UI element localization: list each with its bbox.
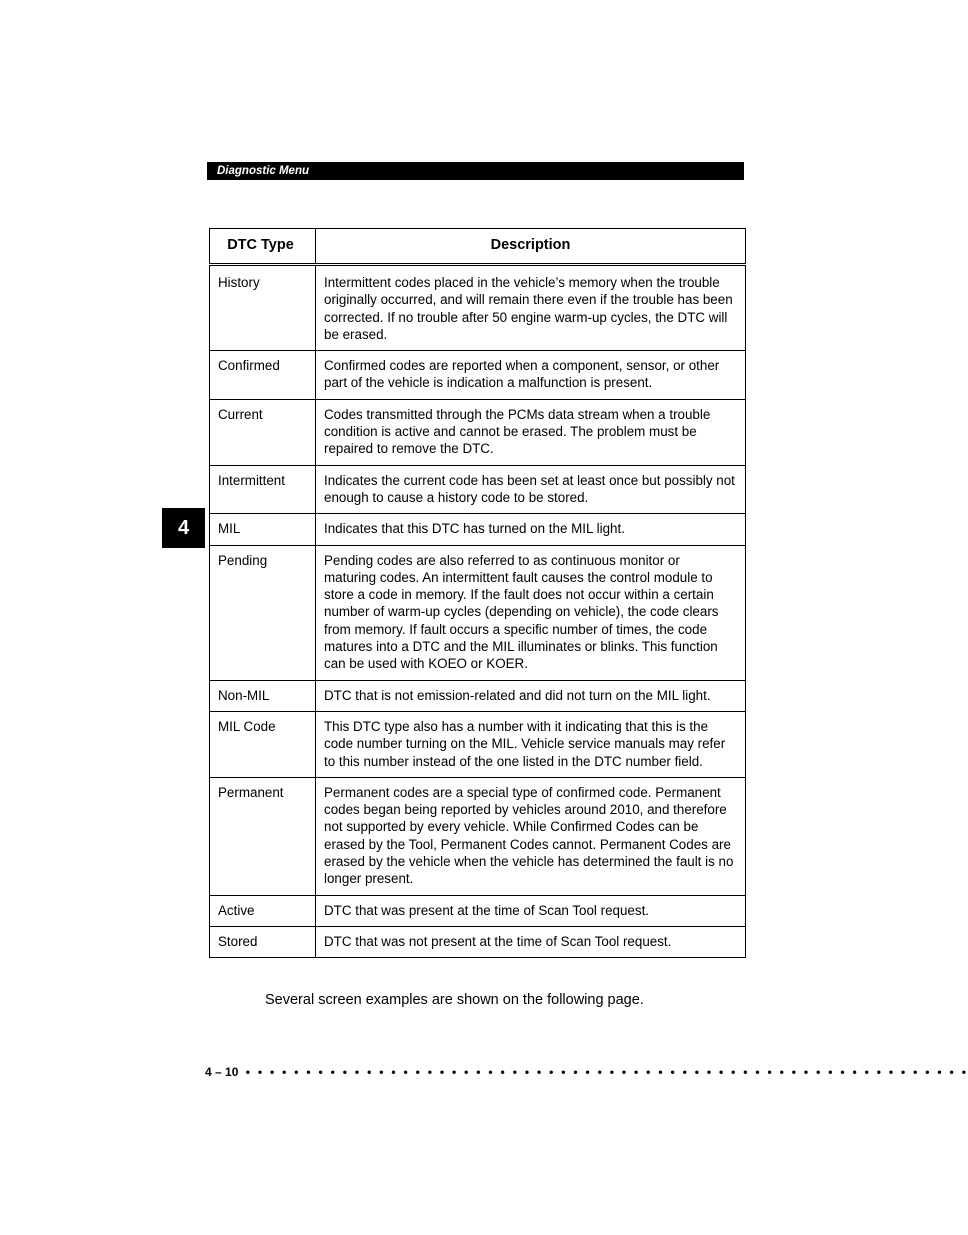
table-row — [210, 399, 746, 465]
dtc-type-cell: Active — [210, 895, 316, 926]
description-cell: DTC that was not present at the time of Scan Tool request. — [316, 926, 746, 957]
description-cell: Codes transmitted through the PCMs data stream when a trouble condition is active and cannot be erased. The problem must be repaired to remove the DTC. — [316, 399, 746, 465]
table-row — [210, 465, 746, 514]
page-number: 4 – 10 — [205, 1065, 239, 1079]
dtc-type-cell: MIL Code — [210, 711, 316, 777]
section-title: Diagnostic Menu — [217, 165, 310, 177]
description-cell: DTC that is not emission-related and did not turn on the MIL light. — [316, 680, 746, 711]
chapter-number: 4 — [177, 516, 190, 539]
description-cell: DTC that was present at the time of Scan Tool request. — [316, 895, 746, 926]
description-cell: Intermittent codes placed in the vehicle’s memory when the trouble originally occurred, and will remain there even if the trouble has been corrected. If no trouble after 50 engine warm-up cycles, the DTC will be erased. — [316, 265, 746, 351]
description-cell: Confirmed codes are reported when a component, sensor, or other part of the vehicle is indication a malfunction is present. — [316, 351, 746, 400]
table-row — [210, 895, 746, 926]
description-cell: Pending codes are also referred to as continuous monitor or maturing codes. An intermittent fault causes the control module to store a code in memory. If the fault does not occur within a certain number of warm-up cycles (depending on vehicle), the code clears from memory. If fault occurs a specific number of times, the code matures into a DTC and the MIL illuminates or blinks. This function can be used with KOEO or KOER. — [316, 545, 746, 680]
table-row — [210, 351, 746, 400]
dtc-type-cell: Stored — [210, 926, 316, 957]
description-cell: Permanent codes are a special type of confirmed code. Permanent codes began being reported by vehicles around 2010, and therefore not supported by every vehicle. While Confirmed Codes can be erased by the Tool, Permanent Codes cannot. Permanent Codes are erased by the vehicle when the vehicle has determined the fault is no longer present. — [316, 777, 746, 895]
dotted-leader: • • • • • • • • • • • • • • • • • • • • • • • • • • • • • • • • • • • • • • • • • • • • • • • • • • • • • • • • • • • • — [245, 1065, 968, 1079]
page-footer — [205, 1064, 968, 1080]
table-row — [210, 926, 746, 957]
table-row — [210, 711, 746, 777]
dtc-type-cell: Confirmed — [210, 351, 316, 400]
dtc-type-cell: Intermittent — [210, 465, 316, 514]
description-cell: This DTC type also has a number with it indicating that this is the code number turning on the MIL. Vehicle service manuals may refer to this number instead of the one listed in the DTC number field. — [316, 711, 746, 777]
dtc-type-table — [209, 228, 746, 958]
footer-note: Several screen examples are shown on the following page. — [265, 992, 644, 1008]
dtc-type-cell: Permanent — [210, 777, 316, 895]
column-header-description: Description — [316, 229, 746, 265]
description-cell: Indicates the current code has been set at least once but possibly not enough to cause a history code to be stored. — [316, 465, 746, 514]
table-row — [210, 514, 746, 545]
dtc-type-cell: Non-MIL — [210, 680, 316, 711]
dtc-type-cell: Pending — [210, 545, 316, 680]
dtc-type-cell: Current — [210, 399, 316, 465]
table-row — [210, 265, 746, 351]
column-header-dtc-type: DTC Type — [210, 229, 316, 265]
table-header-row — [210, 229, 746, 265]
table-row — [210, 680, 746, 711]
dtc-type-cell: History — [210, 265, 316, 351]
section-header-bar — [207, 162, 744, 180]
description-cell: Indicates that this DTC has turned on the MIL light. — [316, 514, 746, 545]
table-row — [210, 777, 746, 895]
dtc-type-cell: MIL — [210, 514, 316, 545]
chapter-tab — [162, 508, 205, 548]
table-row — [210, 545, 746, 680]
